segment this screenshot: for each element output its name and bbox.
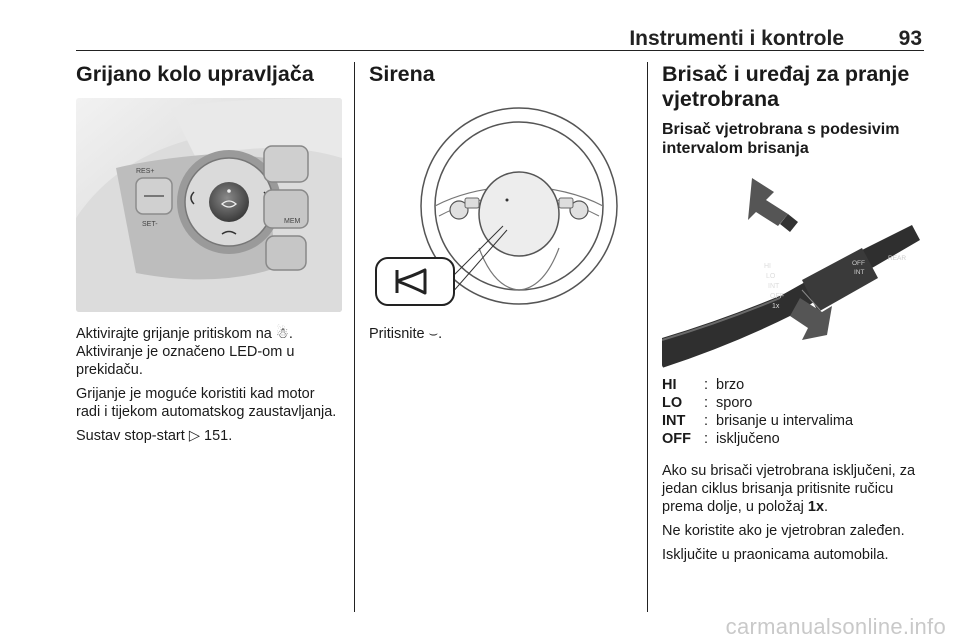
definition-key: LO: [662, 395, 683, 411]
int-label: INT: [768, 283, 780, 290]
heading-horn: Sirena: [369, 62, 435, 86]
page-header: [76, 0, 924, 51]
hi-label: HI: [764, 263, 771, 270]
colon: :: [704, 431, 709, 447]
paragraph-end: .: [824, 499, 829, 515]
section-title: Instrumenti i kontrole: [629, 27, 844, 50]
paragraph: Isključite u praonicama automobila.: [662, 547, 889, 563]
definition-row: [662, 376, 927, 394]
paragraph: Ne koristite ako je vjetrobran zaleđen.: [662, 523, 905, 539]
wiper-lever-figure: [662, 170, 927, 368]
definition-key: HI: [662, 377, 677, 393]
definition-row: [662, 394, 927, 412]
definition-row: [662, 412, 927, 430]
definition-key: INT: [662, 413, 686, 429]
paragraph-text: Ako su brisači vjetrobrana isključeni, za jedan ciklus brisanja pritisnite ručicu prema dolje, u položaj: [662, 463, 916, 515]
set-label: SET-: [142, 221, 158, 228]
heading-heated-steering-wheel: Grijano kolo upravljača: [76, 62, 314, 86]
paragraph: Aktivirajte grijanje pritiskom na ☃.: [76, 326, 293, 342]
colon: :: [704, 395, 709, 411]
definition-row: [662, 430, 927, 448]
lo-label: LO: [766, 273, 776, 280]
definition-value: brisanje u intervalima: [716, 413, 854, 429]
mem-label: MEM: [284, 218, 301, 225]
column-wiper: [662, 62, 927, 570]
watermark-logo: carmanualsonline.info: [725, 614, 946, 639]
definition-key: OFF: [662, 431, 691, 447]
definition-value: sporo: [716, 395, 753, 411]
paragraph: Sustav stop-start ▷ 151.: [76, 428, 233, 444]
res-label: RES+: [136, 168, 155, 175]
column-divider: [354, 62, 355, 612]
paragraph: Pritisnite ⌣.: [369, 326, 443, 342]
colon: :: [704, 413, 709, 429]
column-divider: [647, 62, 648, 612]
horn-steering-wheel-figure: [369, 98, 635, 312]
off2-label: OFF: [852, 260, 865, 267]
page-number: 93: [898, 27, 922, 50]
rear-label: REAR: [888, 255, 907, 262]
paragraph-single-wipe: [662, 462, 927, 516]
position-1x: 1x: [807, 499, 825, 515]
paragraph: Grijanje je moguće koristiti kad motor radi i tijekom automatskog zaustavljanja.: [76, 386, 337, 420]
1x-label: 1x: [772, 303, 780, 310]
off-label: OFF: [770, 293, 784, 300]
definition-value: brzo: [716, 377, 745, 393]
colon: :: [704, 377, 709, 393]
column-horn: [369, 62, 635, 349]
definition-list: [662, 376, 927, 448]
heading-wiper: Brisač i uređaj za pranje vjetrobrana: [662, 62, 910, 111]
definition-value: isključeno: [716, 431, 780, 447]
paragraph: Aktiviranje je označeno LED-om u prekidaču.: [76, 344, 295, 378]
steering-wheel-controls-figure: [76, 98, 342, 312]
int2-label: INT: [854, 269, 865, 276]
subheading-wiper-interval: Brisač vjetrobrana s podesivim intervalom brisanja: [662, 121, 900, 157]
column-heated-steering-wheel: [76, 62, 342, 451]
